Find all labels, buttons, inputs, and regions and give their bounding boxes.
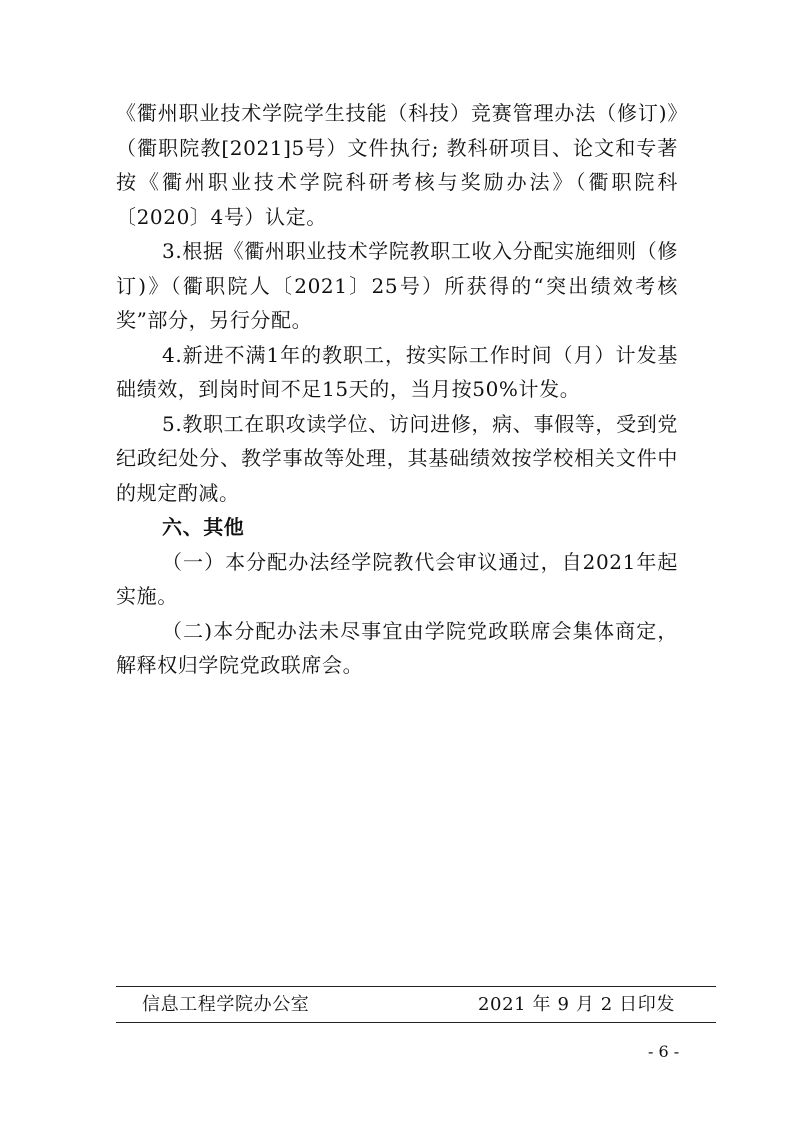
paragraph-other-2: （二)本分配办法未尽事宜由学院党政联席会集体商定，解释权归学院党政联席会。 [116, 618, 678, 677]
footer-bottom-rule [116, 1022, 716, 1023]
section-heading-other: 六、其他 [162, 515, 245, 539]
footer-issuing-office: 信息工程学院办公室 [142, 994, 310, 1015]
document-body [116, 96, 678, 683]
paragraph-item-4: 4.新进不满1年的教职工，按实际工作时间（月）计发基础绩效，到岗时间不足15天的，当月按50%计发。 [116, 342, 678, 401]
footer-issue-date: 2021 年 9 月 2 日印发 [478, 994, 675, 1015]
paragraph-item-5: 5.教职工在职攻读学位、访问进修，病、事假等，受到党纪政纪处分、教学事故等处理，其基础绩效按学校相关文件中的规定酌减。 [116, 411, 678, 505]
paragraph-continuation: 《衢州职业技术学院学生技能（科技）竞赛管理办法（修订)》（衢职院教[2021]5号）文件执行; 教科研项目、论文和专著按《衢州职业技术学院科研考核与奖励办法》（衢职院科〔2020〕4号）认定。 [116, 101, 678, 229]
footer-top-rule [116, 986, 716, 987]
page-number: - 6 - [648, 1042, 680, 1061]
paragraph-item-3: 3.根据《衢州职业技术学院教职工收入分配实施细则（修订)》（衢职院人〔2021〕25号）所获得的“突出绩效考核奖”部分，另行分配。 [116, 239, 678, 332]
paragraph-other-1: （一）本分配办法经学院教代会审议通过，自2021年起实施。 [116, 549, 678, 608]
